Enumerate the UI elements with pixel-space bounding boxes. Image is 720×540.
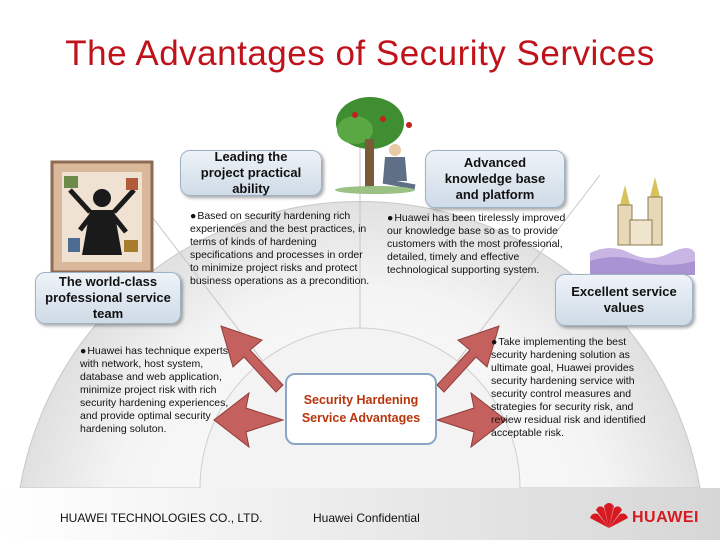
desc-team-text: Huawei has technique experts with network, host system, database and web application, minimize project risk with rich security hardening experiences, and provide optimal security hardening soluton. xyxy=(80,345,229,435)
desc-values xyxy=(491,336,661,440)
huawei-flower-logo-icon xyxy=(590,500,628,530)
businessman-icon xyxy=(50,160,155,275)
desc-leading xyxy=(190,210,370,288)
bullet: ● xyxy=(80,345,87,357)
castle-icon xyxy=(590,175,695,275)
arrow-upper-right xyxy=(437,326,499,392)
slide-title: The Advantages of Security Services xyxy=(65,34,655,73)
footer-confidential: Huawei Confidential xyxy=(313,511,420,525)
footer-company: HUAWEI TECHNOLOGIES CO., LTD. xyxy=(60,511,263,525)
desc-values-text: Take implementing the best security hardening solution as ultimate goal, Huawei provides security hardening service with security control measures and strategies for security risk, and review residual risk and identified acceptable risk. xyxy=(491,336,646,439)
label-leading: Leading the project practical ability xyxy=(180,150,322,196)
label-values: Excellent service values xyxy=(555,274,693,326)
apple-tree-thinker-icon xyxy=(325,95,425,195)
desc-leading-text: Based on security hardening rich experiences and the best practices, in terms of kinds of hardening specifications and processes in order to minimize project risks and protect business operations as a precondition. xyxy=(190,210,370,287)
logo-text: HUAWEI xyxy=(632,509,699,526)
label-team: The world-class professional service team xyxy=(35,272,181,324)
desc-knowledge-text: Huawei has been tirelessly improved our knowledge base so as to provide customers with the most professional, detailed, timely and effective technological supporting system. xyxy=(387,212,566,276)
bullet: ● xyxy=(387,212,394,224)
center-advantages-box: Security Hardening Service Advantages xyxy=(285,373,437,445)
bullet: ● xyxy=(491,336,498,348)
bullet: ● xyxy=(190,210,197,222)
desc-knowledge xyxy=(387,212,567,277)
label-knowledge: Advanced knowledge base and platform xyxy=(425,150,565,208)
desc-team xyxy=(80,345,242,436)
